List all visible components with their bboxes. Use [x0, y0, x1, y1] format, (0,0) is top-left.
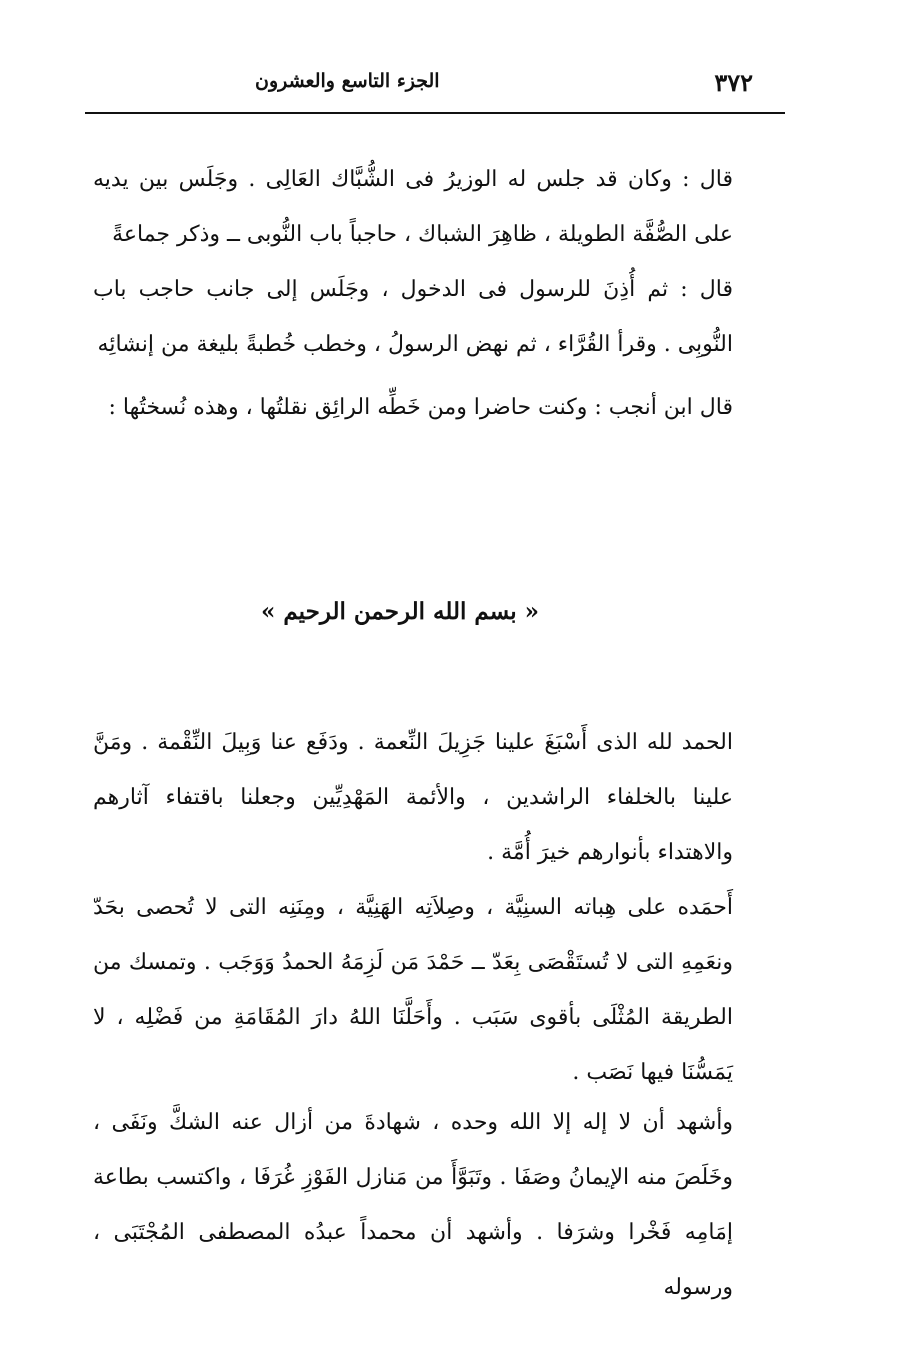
- paragraph-3: قال ابن أنجب : وكنت حاضرا ومن خَطِّه الرائِق نقلتُها ، وهذه نُسختُها :: [108, 395, 733, 420]
- paragraph-4: الحمد لله الذى أَسْبَغَ علينا جَزِيلَ النِّعمة . ودَفَع عنا وَبِيلَ النِّقْمة . ومَنَّ علينا بالخلفاء الراشدين ، والأئمة المَهْدِيِّين وجعلنا باقتفاء آثارهم والاهتداء بأنوارهم خيرَ أُمَّة .: [93, 730, 733, 865]
- basmala-heading: « بسم الله الرحمن الرحيم »: [260, 598, 540, 625]
- paragraph-5: أَحمَده على هِباته السنِيَّة ، وصِلاَتِه الهَنِيَّة ، ومِنَنِه التى لا تُحصى بحَدّ ونعَمِهِ التى لا تُستَقْصَى بِعَدّ ــ حَمْدَ مَن لَزِمَهُ الحمدُ وَوَجَب . وتمسك من الطريقة المُثْلَى بأقوى سَبَب . وأَحَلَّنَا اللهُ دارَ المُقَامَةِ من فَضْلِه ، لا يَمَسُّنَا فيها نَصَب .: [93, 895, 733, 1085]
- page-header: [85, 60, 765, 116]
- paragraph-1: قال : وكان قد جلس له الوزيرُ فى الشُّبَّاك العَالِى . وجَلَس بين يديه على الصُّفَّة الطويلة ، ظاهِرَ الشباك ، حاجباً باب النُّوبى ــ وذكر جماعةً: [93, 167, 733, 247]
- page-number: ٣٧٢: [714, 68, 753, 97]
- running-title: الجزء التاسع والعشرون: [255, 70, 440, 92]
- header-rule: [85, 112, 785, 114]
- paragraph-6: وأشهد أن لا إله إلا الله وحده ، شهادةَ من أزال عنه الشكَّ ونَفَى ، وخَلَصَ منه الإيمانُ وصَفَا . وتَبَوَّأَ من مَنازل الفَوْزِ غُرَفَا ، واكتسب بطاعة إمَامِه فَخْرا وشرَفا . وأشهد أن محمداً عبدُه المصطفى المُجْتَبَى ، ورسوله: [93, 1110, 733, 1300]
- paragraph-2: قال : ثم أُذِنَ للرسول فى الدخول ، وجَلَس إلى جانب حاجب باب النُّوبِى . وقرأ القُرَّاء ، ثم نهض الرسولُ ، وخطب خُطبةً بليغة من إنشائِه: [93, 277, 733, 357]
